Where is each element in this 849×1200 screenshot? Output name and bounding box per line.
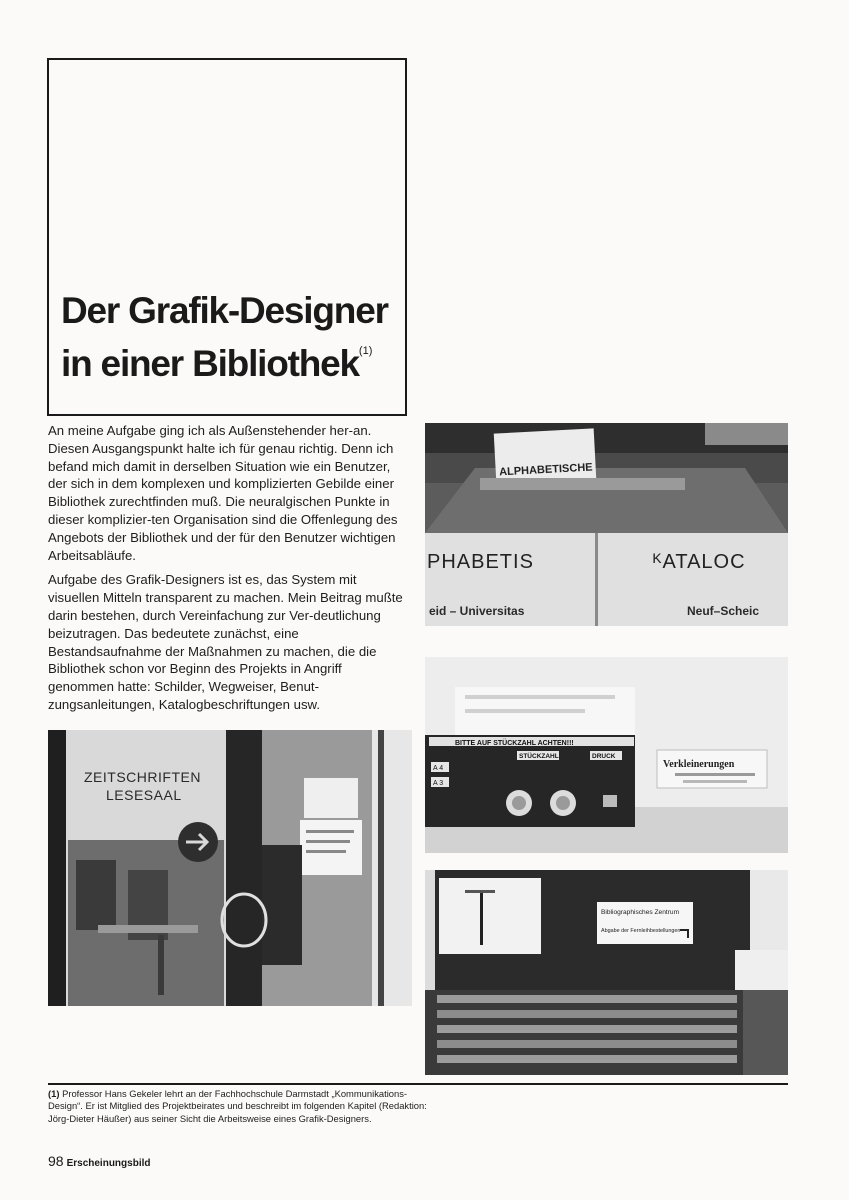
paragraph-1: An meine Aufgabe ging ich als Außenstehender her-an. Diesen Ausgangspunkt halte ich für genau richtig. Denn ich befand mich damit in derselben Situation wie ein Benutzer, der sich in dem komplexen und komplizierten Gebilde einer Bibliothek zurechtfinden muß. Die neuralgischen Punkte in dieser komplizier-ten Organisation sind die Offenlegung des Angebots der Bibliothek und der für den Benutzer wichtigen Arbeitsabläufe. bbox=[48, 423, 398, 563]
photo-reading-room bbox=[48, 730, 412, 1006]
copier-notice: BITTE AUF STÜCKZAHL ACHTEN!!! bbox=[455, 740, 574, 747]
catalog-sub-left: eid – Universitas bbox=[429, 604, 525, 618]
page-title bbox=[61, 290, 388, 384]
footnote-rule bbox=[48, 1083, 788, 1085]
footnote bbox=[48, 1088, 428, 1125]
copier-key-a3: A 3 bbox=[433, 780, 444, 787]
copier-key-print: DRUCK bbox=[592, 753, 616, 760]
copier-key-count: STÜCKZAHL bbox=[519, 753, 559, 760]
footnote-text: Professor Hans Gekeler lehrt an der Fachhochschule Darmstadt „Kommunikations-Design“. Er ist Mitglied des Projektbeirates und beschreibt im folgenden Kapitel (Redaktion: Jörg-Dieter Häußer) aus seiner Sicht die Arbeitsweise eines Grafik-Designers. bbox=[48, 1088, 427, 1124]
section-name: Erscheinungsbild bbox=[66, 1158, 151, 1169]
reading-room-sign-line1: ZEITSCHRIFTEN bbox=[84, 769, 201, 785]
photo-shelf bbox=[425, 870, 788, 1075]
paragraph-2: Aufgabe des Grafik-Designers ist es, das System mit visuellen Mitteln transparent zu machen. Mein Beitrag mußte darin bestehen, durch Vereinfachung zur Ver-deutlichung beizutragen. Das bedeutete zunächst, eine Bestandsaufnahme der Maßnahmen zu machen, die die Bibliothek schon vor Beginn des Projekts in Angriff genommen hatte: Schilder, Wegweiser, Benut-zungsanleitungen, Katalogbeschriftungen usw. bbox=[48, 572, 403, 712]
catalog-sign-text: ALPHABETISCHE bbox=[498, 461, 593, 479]
title-box bbox=[47, 58, 407, 416]
title-line-1: Der Grafik-Designer bbox=[61, 290, 388, 331]
photo-copier bbox=[425, 657, 788, 853]
title-line-2: in einer Bibliothek bbox=[61, 343, 359, 384]
footnote-marker: (1) bbox=[48, 1088, 60, 1099]
page-number: 98 bbox=[48, 1153, 64, 1169]
catalog-label-left: PHABETIS bbox=[427, 551, 534, 573]
shelf-sign-subtitle: Abgabe der Fernleihbestellungen bbox=[601, 928, 681, 934]
reading-room-sign-line2: LESESAAL bbox=[106, 787, 182, 803]
copier-side-sign: Verkleinerungen bbox=[663, 759, 735, 770]
page-footer bbox=[48, 1153, 150, 1169]
footnote-reference: (1) bbox=[358, 345, 373, 357]
shelf-sign-title: Bibliographisches Zentrum bbox=[601, 909, 680, 916]
article-body bbox=[48, 422, 410, 721]
catalog-sub-right: Neuf–Scheic bbox=[687, 604, 760, 618]
photo-catalog bbox=[425, 423, 788, 626]
catalog-label-right: ᴷATALOC bbox=[653, 551, 746, 573]
copier-key-a4: A 4 bbox=[433, 765, 444, 772]
